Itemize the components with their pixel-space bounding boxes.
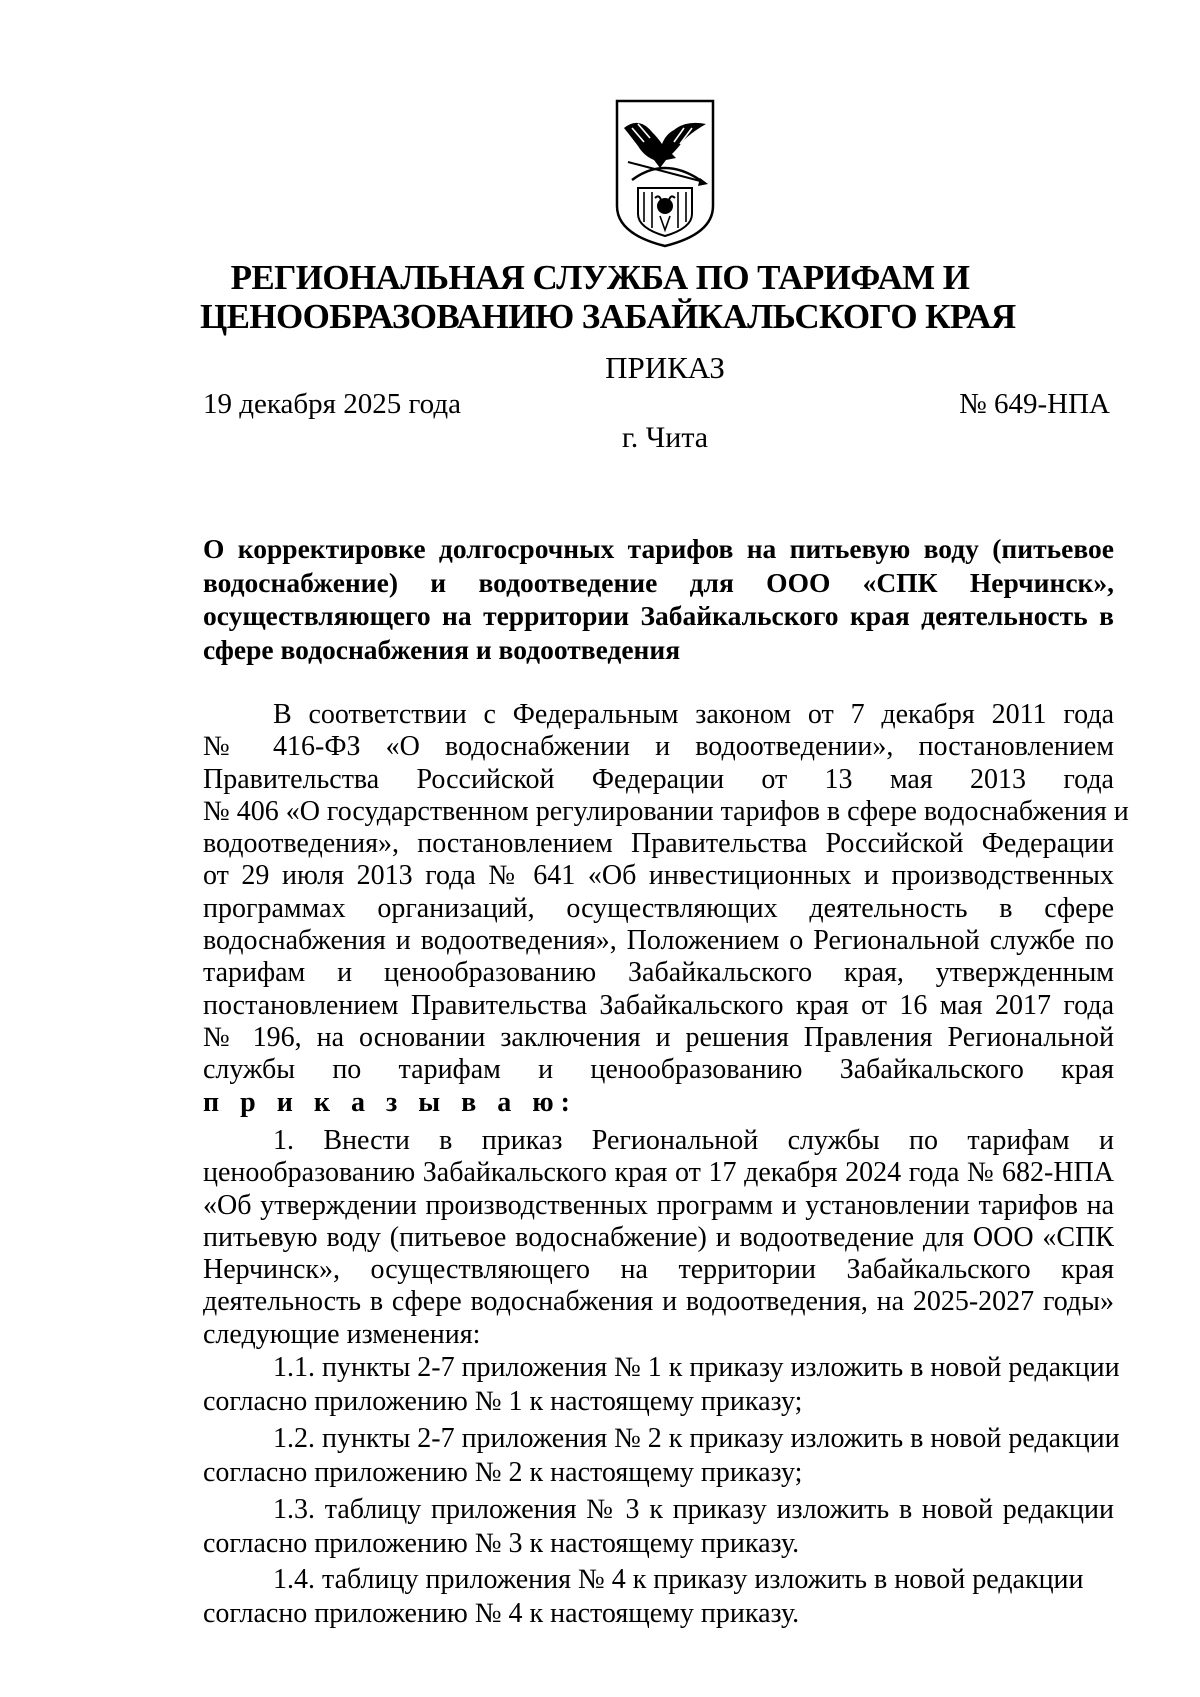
preamble-line: службы по тарифам и ценообразованию Забайкальского края — [203, 1054, 1114, 1086]
preamble-paragraph — [203, 699, 1129, 1119]
preamble-line: Правительства Российской Федерации от 13 мая 2013 года — [203, 763, 1114, 795]
item-1-line: деятельность в сфере водоснабжения и водоотведения, на 2025-2027 годы» — [203, 1286, 1114, 1318]
subitem-line: согласно приложению № 2 к настоящему приказу; — [203, 1457, 803, 1488]
subitem-1-1 — [203, 1351, 1120, 1419]
item-1-line: Нерчинск», осуществляющего на территории Забайкальского края — [203, 1254, 1114, 1286]
preamble-line: В соответствии с Федеральным законом от 7 декабря 2011 года — [273, 699, 1114, 730]
order-number: № 649-НПА — [959, 388, 1110, 420]
preamble-line: водоснабжения и водоотведения», Положением о Региональной службе по — [203, 925, 1114, 957]
organization-name-line-2: ЦЕНООБРАЗОВАНИЮ ЗАБАЙКАЛЬСКОГО КРАЯ — [200, 297, 1016, 336]
subitem-line: 1.4. таблицу приложения № 4 к приказу изложить в новой редакции — [273, 1564, 1084, 1595]
subitem-line: 1.1. пункты 2-7 приложения № 1 к приказу изложить в новой редакции — [273, 1352, 1120, 1383]
order-city: г. Чита — [621, 421, 709, 454]
preamble-line: программах организаций, осуществляющих деятельность в сфере — [203, 892, 1114, 924]
subitem-line: согласно приложению № 4 к настоящему приказу. — [203, 1598, 800, 1629]
coat-of-arms-emblem — [614, 98, 716, 248]
preamble-line: № 196, на основании заключения и решения Правления Региональной — [203, 1021, 1114, 1053]
item-1-paragraph — [203, 1125, 1114, 1351]
title-line: водоснабжение) и водоотведение для ООО «СПК Нерчинск», — [203, 566, 1114, 598]
item-1-line: «Об утверждении производственных программ и установлении тарифов на — [203, 1189, 1114, 1221]
preamble-line: водоотведения», постановлением Правительства Российской Федерации — [203, 828, 1114, 860]
title-line: осуществляющего на территории Забайкальского края деятельность в — [203, 600, 1114, 631]
order-title — [203, 532, 1114, 666]
subitem-line: согласно приложению № 3 к настоящему приказу. — [203, 1528, 800, 1559]
subitem-line: согласно приложению № 1 к настоящему приказу; — [203, 1386, 803, 1417]
subitem-line: 1.3. таблицу приложения № 3 к приказу изложить в новой редакции — [273, 1494, 1114, 1525]
title-line: сфере водоснабжения и водоотведения — [203, 633, 681, 665]
document-type: ПРИКАЗ — [605, 350, 725, 385]
title-line: О корректировке долгосрочных тарифов на питьевую воду (питьевое — [203, 533, 1114, 564]
preamble-line: постановлением Правительства Забайкальского края от 16 мая 2017 года — [203, 989, 1114, 1021]
subitem-1-4 — [203, 1563, 1114, 1631]
preamble-line: № 416-ФЗ «О водоснабжении и водоотведении», постановлением — [203, 731, 1114, 763]
subitem-line: 1.2. пункты 2-7 приложения № 2 к приказу изложить в новой редакции — [273, 1423, 1120, 1454]
item-1-line: ценообразованию Забайкальского края от 17 декабря 2024 года № 682-НПА — [203, 1157, 1114, 1189]
subitem-1-3 — [203, 1493, 1114, 1561]
item-1-line: питьевую воду (питьевое водоснабжение) и водоотведение для ООО «СПК — [203, 1221, 1114, 1253]
order-date: 19 декабря 2025 года — [203, 388, 461, 420]
preamble-line: тарифам и ценообразованию Забайкальского края, утвержденным — [203, 957, 1114, 989]
item-1-line: следующие изменения: — [203, 1318, 481, 1350]
subitem-1-2 — [203, 1422, 1120, 1490]
item-1-line: 1. Внести в приказ Региональной службы по тарифам и — [273, 1125, 1114, 1156]
preamble-line: от 29 июля 2013 года № 641 «Об инвестиционных и производственных — [203, 860, 1114, 892]
preamble-line: № 406 «О государственном регулировании тарифов в сфере водоснабжения и — [203, 795, 1129, 827]
order-word: п р и к а з ы в а ю: — [203, 1086, 577, 1118]
organization-name — [200, 258, 1016, 336]
organization-name-line-1: РЕГИОНАЛЬНАЯ СЛУЖБА ПО ТАРИФАМ И — [230, 258, 970, 297]
